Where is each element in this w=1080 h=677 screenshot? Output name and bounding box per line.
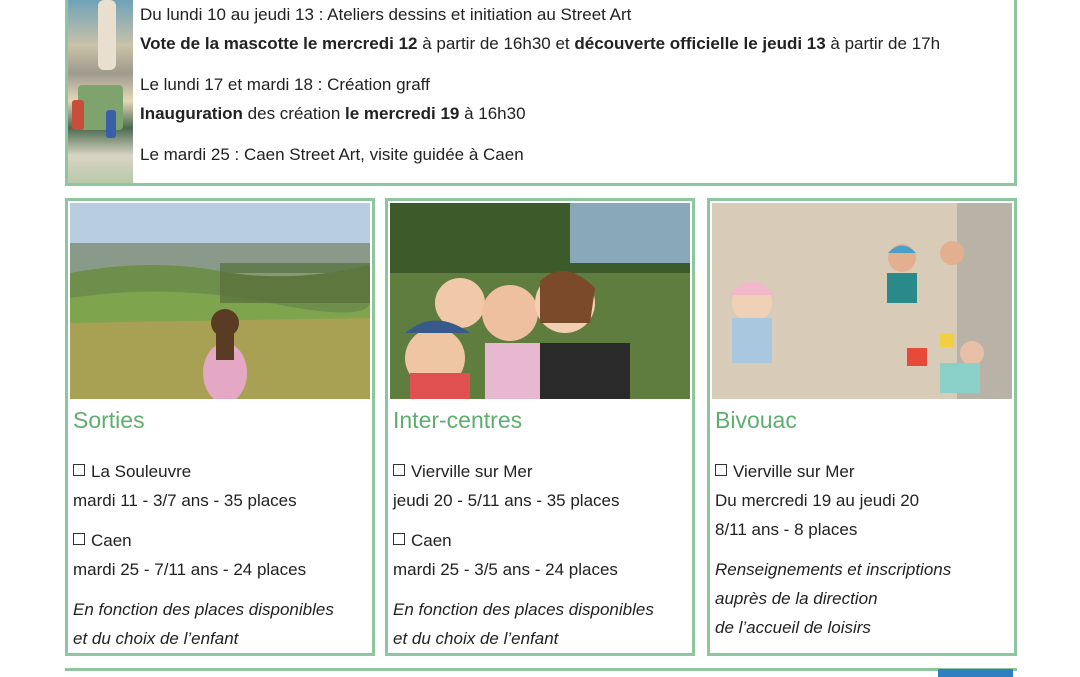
item-detail: mardi 25 - 3/5 ans - 24 places — [393, 560, 618, 579]
program-line: Du lundi 10 au jeudi 13 : Ateliers dessins et initiation au Street Art — [140, 5, 632, 24]
program-line: Vote de la mascotte le mercredi 12 à partir de 16h30 et découverte officielle le jeudi 13 à partir de 17h — [140, 34, 941, 53]
note: et du choix de l’enfant — [73, 629, 239, 648]
item-detail: jeudi 20 - 5/11 ans - 35 places — [393, 491, 620, 510]
program-line: Inauguration des création le mercredi 19 à 16h30 — [140, 104, 526, 123]
checkbox-icon[interactable] — [73, 533, 85, 545]
checkbox-icon[interactable] — [715, 464, 727, 476]
card-inter-centres — [385, 198, 695, 656]
program-text — [140, 0, 1010, 169]
note: et du choix de l’enfant — [393, 629, 559, 648]
checkbox-icon[interactable] — [73, 464, 85, 476]
note: de l’accueil de loisirs — [715, 618, 871, 637]
program-line: Le mardi 25 : Caen Street Art, visite guidée à Caen — [140, 145, 524, 164]
program-line: Le lundi 17 et mardi 18 : Création graff — [140, 75, 430, 94]
item-detail: 8/11 ans - 8 places — [715, 520, 858, 539]
item-detail: mardi 25 - 7/11 ans - 24 places — [73, 560, 307, 579]
note: Renseignements et inscriptions — [715, 560, 952, 579]
note: En fonction des places disponibles — [73, 600, 334, 619]
checkbox-item[interactable]: Vierville sur Mer — [715, 457, 1013, 486]
checkbox-icon[interactable] — [393, 464, 405, 476]
beach-photo — [712, 203, 1012, 399]
item-detail: Du mercredi 19 au jeudi 20 — [715, 491, 920, 510]
checkbox-icon[interactable] — [393, 533, 405, 545]
card-sorties — [65, 198, 375, 656]
street-art-photo — [68, 0, 133, 183]
note: En fonction des places disponibles — [393, 600, 654, 619]
landscape-photo — [70, 203, 370, 399]
card-title: Inter-centres — [393, 407, 523, 433]
card-title: Sorties — [73, 407, 145, 433]
checkbox-item[interactable]: Vierville sur Mer — [393, 457, 691, 486]
checkbox-item[interactable]: Caen — [73, 526, 371, 555]
checkbox-item[interactable]: Caen — [393, 526, 691, 555]
note: auprès de la direction — [715, 589, 878, 608]
item-detail: mardi 11 - 3/7 ans - 35 places — [73, 491, 297, 510]
group-photo — [390, 203, 690, 399]
checkbox-item[interactable]: La Souleuvre — [73, 457, 371, 486]
card-bivouac — [707, 198, 1017, 656]
card-title: Bivouac — [715, 407, 797, 433]
page-tab — [938, 669, 1013, 677]
bottom-divider — [65, 668, 1017, 671]
